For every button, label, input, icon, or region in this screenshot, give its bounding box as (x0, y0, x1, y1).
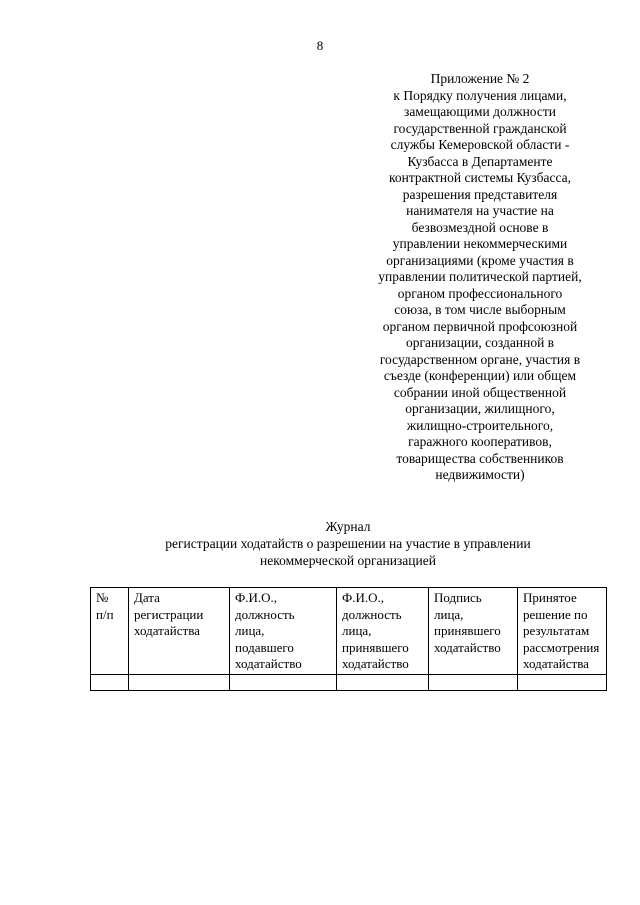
appendix-line: организациями (кроме участия в (386, 252, 574, 268)
appendix-line: съезде (конференции) или общем (383, 368, 577, 383)
table-header-cell (91, 588, 129, 675)
registration-table (90, 587, 607, 691)
table-cell (337, 674, 429, 690)
table-cell (129, 674, 230, 690)
appendix-line: замещающими должности (403, 104, 557, 119)
appendix-line: гаражного кооперативов, (408, 434, 552, 449)
appendix-line: недвижимости) (435, 467, 525, 482)
table-cell (230, 674, 337, 690)
page-number: 8 (316, 38, 324, 53)
journal-heading (90, 518, 606, 569)
appendix-line: органом профессионального (397, 285, 563, 301)
table-header-text: должность (342, 606, 402, 622)
table-header-cell (429, 588, 518, 675)
table-header-text: результатам (523, 623, 590, 638)
appendix-line: службы Кемеровской области - (390, 137, 570, 152)
appendix-line: товарищества собственников (396, 450, 564, 466)
appendix-line: собрании иной общественной (393, 384, 567, 400)
table-header-text: Ф.И.О., (342, 590, 385, 605)
table-header-text: № (96, 590, 109, 605)
table-header-text: рассмотрения (523, 639, 600, 655)
table-header-text: принявшего (342, 639, 409, 655)
table-header-text: регистрации (134, 606, 204, 622)
appendix-line: безвозмездной основе в (411, 219, 549, 235)
appendix-line: органом первичной профсоюзной (382, 318, 578, 334)
journal-title: Журнал (325, 519, 371, 534)
appendix-line: контрактной системы Кузбасса, (388, 170, 572, 185)
table-header-text: принявшего (434, 623, 501, 638)
table-header-text: решение по (523, 606, 588, 622)
table-header-text: ходатайства (134, 623, 200, 638)
appendix-line: государственной гражданской (393, 120, 567, 136)
journal-subtitle-line-1: регистрации ходатайств о разрешении на участие в управлении (165, 536, 531, 551)
appendix-line: управлении политической партией, (378, 269, 582, 284)
table-header-cell (230, 588, 337, 675)
table-header-text: ходатайства (523, 656, 589, 671)
appendix-title: Приложение № 2 (430, 71, 530, 86)
table-cell (91, 674, 129, 690)
table-header-text: ходатайство (434, 639, 501, 655)
table-header-text: лица, (434, 606, 464, 622)
table-header-text: ходатайство (342, 656, 409, 671)
table-header-text: лица, (235, 623, 265, 638)
table-header-text: Дата (134, 590, 160, 605)
appendix-line: организации, созданной в (405, 335, 555, 350)
table-header-text: подавшего (235, 639, 294, 655)
appendix-line: управлении некоммерческими (392, 236, 568, 251)
table-header-cell (337, 588, 429, 675)
table-header-row (91, 588, 607, 675)
table-header-text: Ф.И.О., (235, 590, 278, 605)
table-header-text: должность (235, 606, 295, 622)
appendix-line: к Порядку получения лицами, (393, 87, 567, 103)
table-header-cell (129, 588, 230, 675)
appendix-line: государственном органе, участия в (379, 351, 581, 367)
table-header-text: ходатайство (235, 656, 302, 671)
appendix-line: организации, жилищного, (405, 401, 555, 416)
journal-subtitle-line-2: некоммерческой организацией (260, 553, 436, 568)
table-header-text: лица, (342, 623, 372, 638)
appendix-line: Кузбасса в Департаменте (407, 153, 553, 169)
table-cell (518, 674, 607, 690)
table-header-text: п/п (96, 606, 114, 622)
table-row (91, 674, 607, 690)
table-header-cell (518, 588, 607, 675)
appendix-line: нанимателя на участие на (406, 203, 554, 218)
table-header-text: Подпись (434, 590, 482, 605)
table-header-text: Принятое (523, 590, 577, 605)
appendix-line: жилищно-строительного, (406, 417, 554, 433)
appendix-line: союза, в том числе выборным (394, 302, 566, 317)
appendix-header (352, 71, 608, 484)
appendix-line: разрешения представителя (402, 186, 558, 202)
table-cell (429, 674, 518, 690)
